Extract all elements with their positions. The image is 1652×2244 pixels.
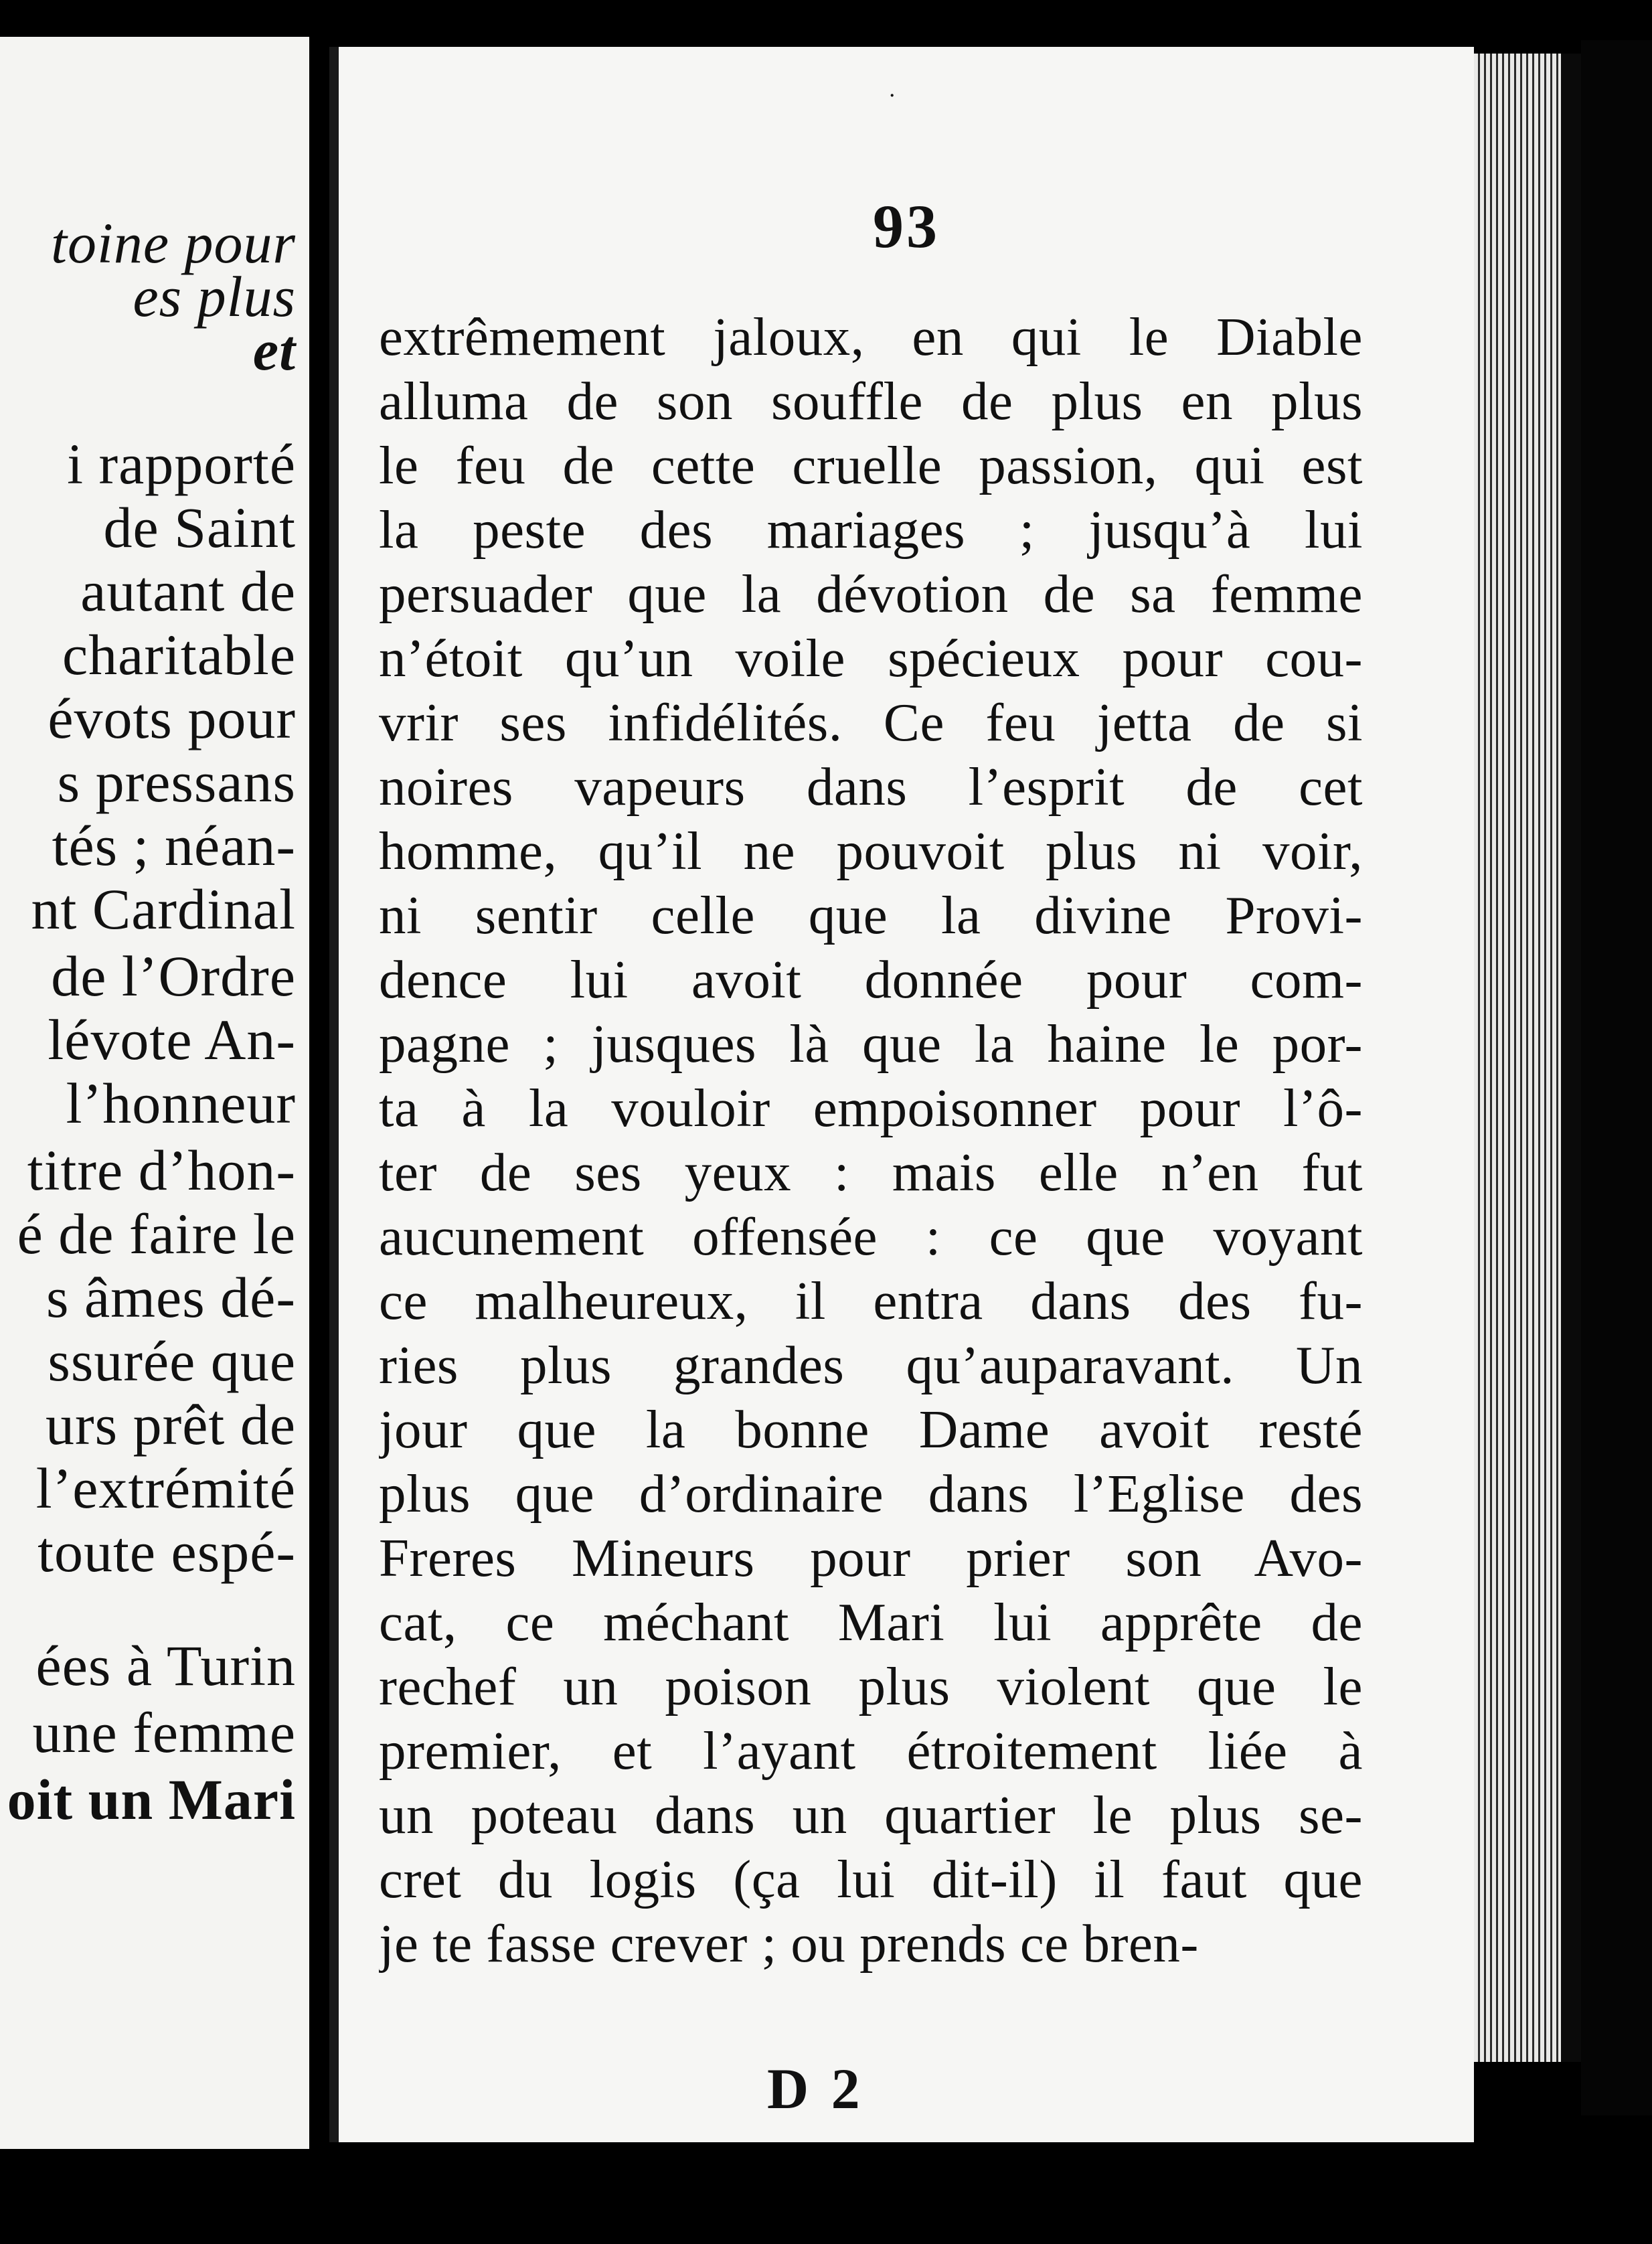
left-page-line: titre d’hon- bbox=[27, 1138, 296, 1202]
left-page-line: urs prêt de bbox=[46, 1392, 296, 1457]
left-page-line: une femme bbox=[32, 1700, 296, 1765]
left-page-line: l’honneur bbox=[66, 1071, 296, 1135]
left-page-line: lévote An- bbox=[48, 1008, 296, 1072]
left-page-line: charitable bbox=[62, 623, 296, 687]
left-page-line: ées à Turin bbox=[35, 1633, 296, 1698]
right-page bbox=[329, 47, 1474, 2142]
left-page-line: toute espé- bbox=[37, 1520, 296, 1584]
left-page-line: toine pour bbox=[51, 211, 296, 275]
book-cover-edge bbox=[1581, 40, 1652, 2115]
body-text-line: homme, qu’il ne pouvoit plus ni voir, bbox=[379, 821, 1363, 881]
body-text-line: rechef un poison plus violent que le bbox=[379, 1656, 1363, 1716]
body-text-line: noires vapeurs dans l’esprit de cet bbox=[379, 756, 1363, 817]
body-text-line: extrêmement jaloux, en qui le Diable bbox=[379, 307, 1363, 367]
body-text-line: persuader que la dévotion de sa femme bbox=[379, 564, 1363, 624]
page-number: 93 bbox=[873, 192, 940, 260]
body-text-line: pagne ; jusques là que la haine le por- bbox=[379, 1014, 1363, 1074]
body-text-line: un poteau dans un quartier le plus se- bbox=[379, 1785, 1363, 1845]
left-page-line: autant de bbox=[80, 559, 296, 623]
body-text-line: premier, et l’ayant étroitement liée à bbox=[379, 1720, 1363, 1781]
left-page-line: l’extrémité bbox=[35, 1456, 296, 1520]
left-page-line: s pressans bbox=[57, 750, 296, 814]
left-page-line: es plus bbox=[133, 264, 296, 329]
left-page bbox=[0, 37, 309, 2149]
body-text bbox=[379, 305, 1363, 1976]
body-text-line: plus que d’ordinaire dans l’Eglise des bbox=[379, 1463, 1363, 1524]
body-text-line: dence lui avoit donnée pour com- bbox=[379, 949, 1363, 1010]
body-text-line: cat, ce méchant Mari lui apprête de bbox=[379, 1592, 1363, 1652]
body-text-line: ta à la vouloir empoisonner pour l’ô- bbox=[379, 1078, 1363, 1138]
left-page-line: i rapporté bbox=[67, 432, 296, 496]
body-text-line: ter de ses yeux : mais elle n’en fut bbox=[379, 1142, 1363, 1202]
page-gutter bbox=[309, 0, 329, 2244]
page-edges bbox=[1474, 54, 1581, 2062]
left-page-line: ssurée que bbox=[48, 1329, 296, 1393]
body-text-line: jour que la bonne Dame avoit resté bbox=[379, 1399, 1363, 1459]
body-text-line: je te fasse crever ; ou prends ce bren- bbox=[379, 1913, 1199, 1974]
body-text-line: Freres Mineurs pour prier son Avo- bbox=[379, 1528, 1363, 1588]
left-page-line: de Saint bbox=[103, 495, 296, 560]
body-text-line: alluma de son souffle de plus en plus bbox=[379, 371, 1363, 431]
body-text-line: ce malheureux, il entra dans des fu- bbox=[379, 1271, 1363, 1331]
body-text-line: ni sentir celle que la divine Provi- bbox=[379, 885, 1363, 945]
body-text-line: la peste des mariages ; jusqu’à lui bbox=[379, 499, 1363, 560]
left-page-line: é de faire le bbox=[17, 1202, 296, 1266]
body-text-line: vrir ses infidélités. Ce feu jetta de si bbox=[379, 692, 1363, 752]
body-text-line: ries plus grandes qu’auparavant. Un bbox=[379, 1335, 1363, 1395]
left-page-line: de l’Ordre bbox=[51, 944, 296, 1008]
left-page-line: nt Cardinal bbox=[31, 877, 296, 941]
left-page-line: et bbox=[252, 318, 296, 382]
body-text-line: le feu de cette cruelle passion, qui est bbox=[379, 435, 1363, 495]
left-page-line: tés ; néan- bbox=[52, 813, 296, 878]
left-page-line: évots pour bbox=[48, 686, 296, 750]
body-text-line: cret du logis (ça lui dit-il) il faut que bbox=[379, 1849, 1363, 1909]
body-text-line: aucunement offensée : ce que voyant bbox=[379, 1206, 1363, 1267]
ink-speck: ˙ bbox=[888, 88, 897, 118]
left-page-line: s âmes dé- bbox=[46, 1265, 296, 1330]
signature-mark: D 2 bbox=[767, 2057, 864, 2121]
body-text-line: n’étoit qu’un voile spécieux pour cou- bbox=[379, 628, 1363, 688]
left-page-line: oit un Mari bbox=[7, 1767, 296, 1832]
